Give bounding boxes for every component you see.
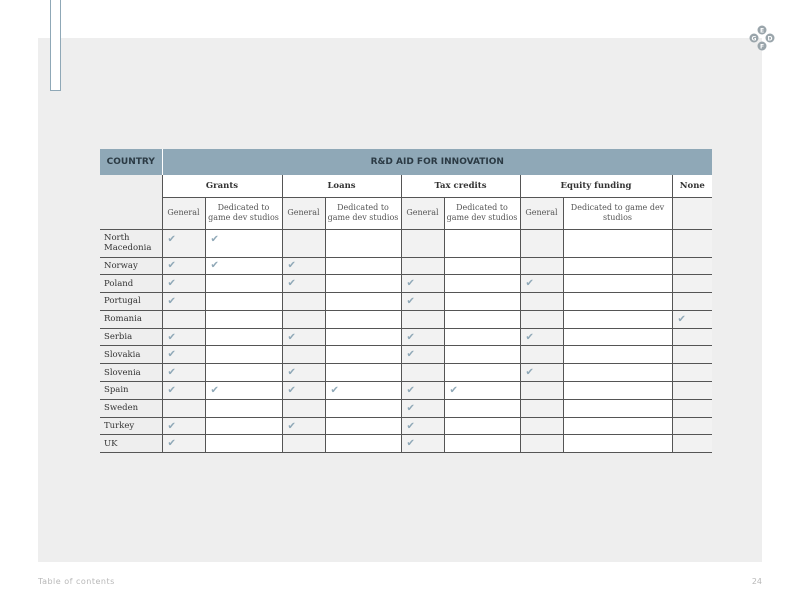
check-icon: ✔ xyxy=(401,435,444,453)
sub-dedicated: Dedicated to game dev studios xyxy=(205,197,282,229)
empty-cell xyxy=(162,310,205,328)
sub-general: General xyxy=(401,197,444,229)
category-none: None xyxy=(672,175,712,197)
check-icon: ✔ xyxy=(520,275,563,293)
sub-general: General xyxy=(162,197,205,229)
empty-cell xyxy=(325,293,401,311)
empty-cell xyxy=(325,364,401,382)
empty-cell xyxy=(325,275,401,293)
category-grants: Grants xyxy=(162,175,282,197)
empty-cell xyxy=(444,229,520,257)
country-name: Spain xyxy=(100,382,162,400)
check-icon: ✔ xyxy=(672,310,712,328)
empty-cell xyxy=(563,310,672,328)
table-row xyxy=(100,275,712,293)
empty-cell xyxy=(205,275,282,293)
check-icon: ✔ xyxy=(162,293,205,311)
category-equity-funding: Equity funding xyxy=(520,175,672,197)
empty-cell xyxy=(205,417,282,435)
country-name: Romania xyxy=(100,310,162,328)
check-icon: ✔ xyxy=(325,382,401,400)
empty-cell xyxy=(325,310,401,328)
empty-cell xyxy=(520,346,563,364)
country-name: Norway xyxy=(100,257,162,275)
check-icon: ✔ xyxy=(162,364,205,382)
rd-aid-table xyxy=(100,149,712,453)
check-icon: ✔ xyxy=(444,382,520,400)
empty-cell xyxy=(325,399,401,417)
check-icon: ✔ xyxy=(520,328,563,346)
country-name: Sweden xyxy=(100,399,162,417)
country-name: North Macedonia xyxy=(100,229,162,257)
country-name: Turkey xyxy=(100,417,162,435)
empty-cell xyxy=(563,364,672,382)
empty-cell xyxy=(325,346,401,364)
empty-cell xyxy=(205,364,282,382)
empty-cell xyxy=(672,382,712,400)
category-tax-credits: Tax credits xyxy=(401,175,520,197)
empty-cell xyxy=(325,417,401,435)
table-row xyxy=(100,328,712,346)
table-row xyxy=(100,364,712,382)
sub-dedicated: Dedicated to game dev studios xyxy=(563,197,672,229)
country-header: COUNTRY xyxy=(100,149,162,175)
empty-cell xyxy=(444,310,520,328)
empty-cell xyxy=(444,417,520,435)
empty-cell xyxy=(282,293,325,311)
logo-letter-f: F xyxy=(759,43,765,51)
check-icon: ✔ xyxy=(282,328,325,346)
empty-cell xyxy=(520,293,563,311)
country-name: UK xyxy=(100,435,162,453)
empty-cell xyxy=(444,293,520,311)
country-name: Slovenia xyxy=(100,364,162,382)
check-icon: ✔ xyxy=(520,364,563,382)
empty-cell xyxy=(563,229,672,257)
empty-cell xyxy=(563,293,672,311)
empty-cell xyxy=(205,399,282,417)
empty-cell xyxy=(563,417,672,435)
check-icon: ✔ xyxy=(162,328,205,346)
empty-cell xyxy=(205,346,282,364)
check-icon: ✔ xyxy=(162,435,205,453)
empty-cell xyxy=(563,275,672,293)
empty-cell xyxy=(282,310,325,328)
empty-cell xyxy=(282,346,325,364)
empty-cell xyxy=(520,435,563,453)
table-row xyxy=(100,257,712,275)
empty-cell xyxy=(563,399,672,417)
empty-cell xyxy=(325,229,401,257)
table-row xyxy=(100,382,712,400)
empty-cell xyxy=(325,328,401,346)
empty-cell xyxy=(563,382,672,400)
empty-cell xyxy=(520,229,563,257)
check-icon: ✔ xyxy=(282,382,325,400)
empty-cell xyxy=(672,346,712,364)
table-row xyxy=(100,310,712,328)
empty-cell xyxy=(325,435,401,453)
logo-letter-d: D xyxy=(767,35,773,43)
empty-cell xyxy=(444,275,520,293)
table-row xyxy=(100,435,712,453)
check-icon: ✔ xyxy=(401,275,444,293)
empty-cell xyxy=(444,435,520,453)
empty-cell xyxy=(282,229,325,257)
empty-cell xyxy=(563,328,672,346)
sub-general: General xyxy=(520,197,563,229)
empty-cell xyxy=(672,257,712,275)
check-icon: ✔ xyxy=(162,417,205,435)
empty-cell xyxy=(205,310,282,328)
empty-cell xyxy=(401,229,444,257)
empty-cell xyxy=(205,328,282,346)
check-icon: ✔ xyxy=(162,275,205,293)
check-icon: ✔ xyxy=(162,382,205,400)
empty-cell xyxy=(563,346,672,364)
page-number: 24 xyxy=(751,577,762,586)
country-name: Slovakia xyxy=(100,346,162,364)
check-icon: ✔ xyxy=(401,293,444,311)
empty-cell xyxy=(672,399,712,417)
logo-letter-e: E xyxy=(759,27,765,35)
empty-cell xyxy=(520,382,563,400)
empty-cell xyxy=(563,435,672,453)
check-icon: ✔ xyxy=(401,382,444,400)
table-title: R&D AID FOR INNOVATION xyxy=(162,149,712,175)
country-name: Portugal xyxy=(100,293,162,311)
empty-cell xyxy=(205,293,282,311)
empty-cell xyxy=(520,257,563,275)
table-row xyxy=(100,399,712,417)
check-icon: ✔ xyxy=(401,346,444,364)
table-row xyxy=(100,229,712,257)
category-loans: Loans xyxy=(282,175,401,197)
empty-cell xyxy=(444,328,520,346)
table-of-contents-link[interactable]: Table of contents xyxy=(38,577,115,586)
empty-cell xyxy=(205,435,282,453)
empty-cell xyxy=(672,293,712,311)
empty-cell xyxy=(520,417,563,435)
table-row xyxy=(100,417,712,435)
egdf-logo-icon xyxy=(748,24,776,52)
check-icon: ✔ xyxy=(205,382,282,400)
empty-cell xyxy=(325,257,401,275)
sub-general: General xyxy=(282,197,325,229)
empty-cell xyxy=(672,417,712,435)
bookmark-tab[interactable] xyxy=(50,0,61,91)
empty-cell xyxy=(520,399,563,417)
empty-cell xyxy=(672,275,712,293)
check-icon: ✔ xyxy=(401,328,444,346)
check-icon: ✔ xyxy=(282,257,325,275)
empty-cell xyxy=(672,364,712,382)
table-row xyxy=(100,346,712,364)
country-name: Poland xyxy=(100,275,162,293)
empty-cell xyxy=(444,257,520,275)
table-row xyxy=(100,293,712,311)
check-icon: ✔ xyxy=(162,257,205,275)
empty-cell xyxy=(444,399,520,417)
country-name: Serbia xyxy=(100,328,162,346)
check-icon: ✔ xyxy=(162,229,205,257)
empty-cell xyxy=(563,257,672,275)
sub-dedicated: Dedicated to game dev studios xyxy=(325,197,401,229)
empty-cell xyxy=(282,399,325,417)
empty-cell xyxy=(444,364,520,382)
logo-letter-g: G xyxy=(751,35,757,43)
empty-cell xyxy=(444,346,520,364)
check-icon: ✔ xyxy=(282,417,325,435)
empty-cell xyxy=(672,328,712,346)
empty-cell xyxy=(401,364,444,382)
check-icon: ✔ xyxy=(162,346,205,364)
empty-cell xyxy=(162,399,205,417)
check-icon: ✔ xyxy=(205,229,282,257)
empty-cell xyxy=(520,310,563,328)
empty-cell xyxy=(401,257,444,275)
sub-dedicated: Dedicated to game dev studios xyxy=(444,197,520,229)
check-icon: ✔ xyxy=(205,257,282,275)
check-icon: ✔ xyxy=(401,417,444,435)
check-icon: ✔ xyxy=(282,275,325,293)
check-icon: ✔ xyxy=(401,399,444,417)
empty-cell xyxy=(282,435,325,453)
empty-cell xyxy=(401,310,444,328)
empty-cell xyxy=(672,229,712,257)
empty-cell xyxy=(672,435,712,453)
check-icon: ✔ xyxy=(282,364,325,382)
